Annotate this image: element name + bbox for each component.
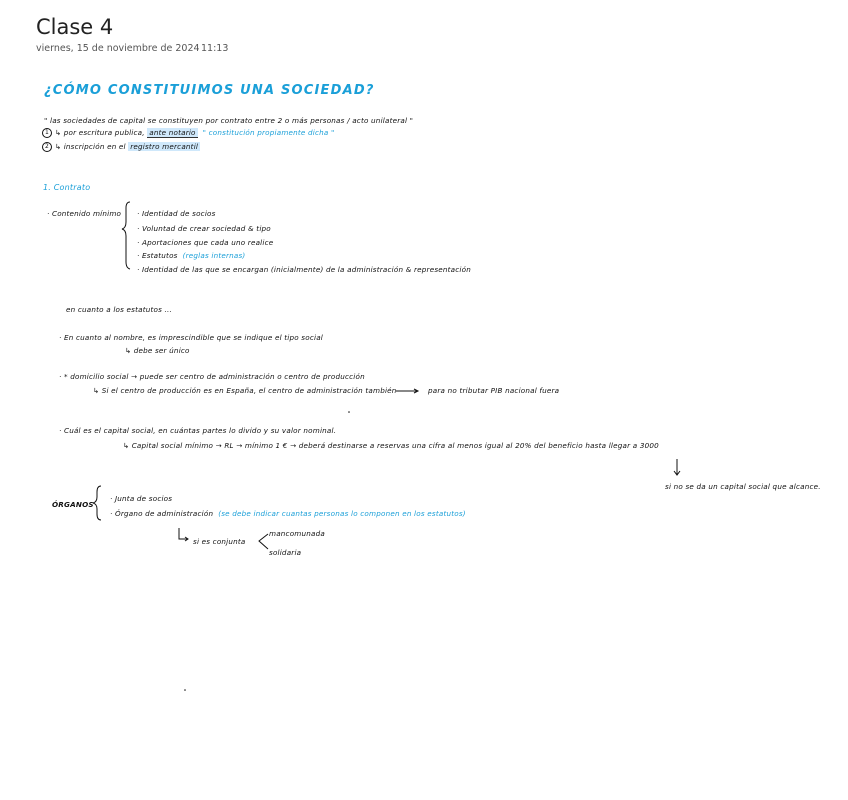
capital-sub: ↳ Capital social mínimo → RL → mínimo 1 € → deberá destinarse a reservas una cifra al menos igual al 20% del beneficio hasta llegar a 3000 [123, 441, 659, 450]
step-1-highlight: ante notario [149, 128, 196, 137]
organos-brace [93, 486, 101, 520]
stray-dot [184, 689, 186, 691]
conjunta-option: solidaria [269, 548, 302, 557]
domicilio-note: para no tributar PIB nacional fuera [428, 386, 560, 395]
organos-admin-text: · Órgano de administración [110, 509, 214, 518]
organos-label: ÓRGANOS [52, 500, 94, 509]
step-1-marker: 1 [42, 128, 52, 138]
domicilio-sub-text: Si el centro de producción es en España, el centro de administración también [101, 386, 397, 395]
capital-line: · Cuál es el capital social, en cuántas partes lo divido y su valor nominal. [59, 426, 337, 435]
contenido-item: · Voluntad de crear sociedad & tipo [137, 224, 271, 233]
nombre-sub-text: debe ser único [133, 346, 190, 355]
conjunta-option: mancomunada [269, 529, 325, 538]
capital-note: si no se da un capital social que alcance. [665, 482, 821, 491]
page-title: Clase 4 [36, 15, 114, 39]
estatutos-note: (reglas internas) [182, 251, 246, 260]
conjunta-label: si es conjunta [193, 537, 246, 546]
domicilio-sub: ↳ Si el centro de producción es en España, el centro de administración también [93, 386, 397, 395]
stray-dot [348, 411, 350, 413]
step-2: 2 ↳ inscripción en el registro mercantil [42, 142, 200, 152]
conjunta-branch [259, 534, 268, 549]
step-2-text: inscripción en el [63, 142, 126, 151]
estatutos-item: · Estatutos [137, 251, 178, 260]
domicilio-line: · * domicilio social → puede ser centro de administración o centro de producción [59, 372, 365, 381]
contenido-item: · Identidad de socios [137, 209, 216, 218]
step-1-note: " constitución propiamente dicha " [202, 128, 335, 137]
step-2-marker: 2 [42, 142, 52, 152]
contenido-minimo-label: · Contenido mínimo [47, 209, 122, 218]
organos-junta: · Junta de socios [110, 494, 173, 503]
page-time: 11:13 [201, 43, 229, 54]
domicilio-arrow [396, 389, 418, 393]
nombre-sub: ↳ debe ser único [125, 346, 190, 355]
page-date: viernes, 15 de noviembre de 2024 [36, 43, 200, 54]
estatutos-intro: en cuanto a los estatutos ... [66, 305, 173, 314]
main-heading: ¿CÓMO CONSTITUIMOS UNA SOCIEDAD? [44, 83, 375, 98]
organos-admin-note: (se debe indicar cuantas personas lo componen en los estatutos) [218, 509, 466, 518]
nombre-line: · En cuanto al nombre, es imprescindible que se indique el tipo social [59, 333, 323, 342]
contenido-brace [122, 202, 130, 269]
section-contrato: 1. Contrato [43, 183, 91, 192]
intro-quote: " las sociedades de capital se constituyen por contrato entre 2 o más personas / acto unilateral " [44, 116, 414, 125]
organo-hook-arrow [179, 528, 188, 541]
down-arrow [674, 459, 680, 475]
step-1: 1 ↳ por escritura publica, ante notario " constitución propiamente dicha " [42, 128, 335, 138]
capital-sub-text: Capital social mínimo → RL → mínimo 1 € → deberá destinarse a reservas una cifra al menos igual al 20% del beneficio hasta llegar a 3000 [131, 441, 659, 450]
step-1-text: por escritura publica, [63, 128, 145, 137]
contenido-item: · Identidad de las que se encargan (inicialmente) de la administración & representación [137, 265, 471, 274]
contenido-item: · Aportaciones que cada uno realice [137, 238, 274, 247]
step-2-highlight: registro mercantil [130, 142, 199, 151]
